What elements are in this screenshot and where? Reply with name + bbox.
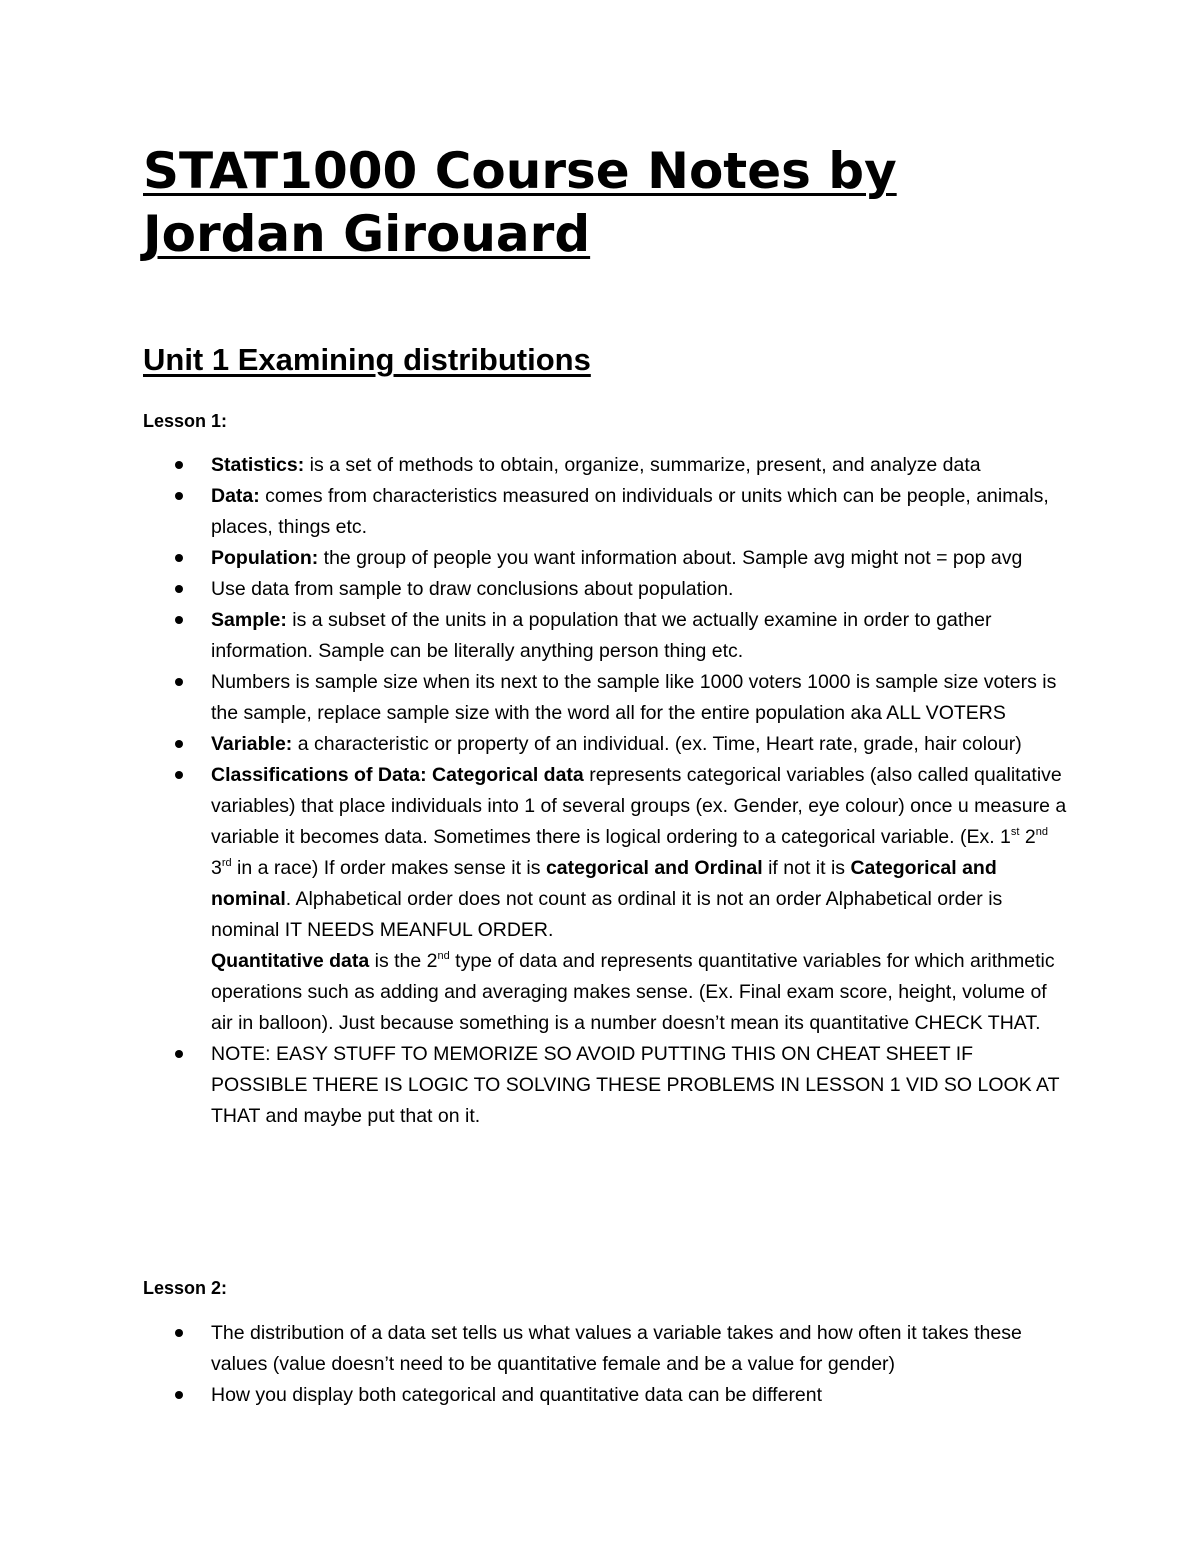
- item-text: 2: [1019, 826, 1036, 848]
- list-item: [211, 574, 1071, 605]
- document-title: STAT1000 Course Notes by Jordan Girouard: [143, 142, 897, 263]
- item-text: in a race) If order makes sense it is: [231, 857, 546, 879]
- item-text: a characteristic or property of an individual. (ex. Time, Heart rate, grade, hair colour): [292, 733, 1022, 755]
- ordinal-suffix: st: [1010, 826, 1020, 838]
- item-text: comes from characteristics measured on individuals or units which can be people, animals, places, things etc.: [211, 485, 1049, 538]
- list-item: [211, 481, 1071, 543]
- list-item: [211, 729, 1071, 760]
- item-text: is the 2: [369, 950, 438, 972]
- item-text: type of data and represents quantitative variables for which arithmetic operations such as adding and averaging makes sense. (Ex. Final exam score, height, volume of air in balloon). Just because something is a number doesn’t mean its quantitative CHECK THAT.: [211, 950, 1055, 1034]
- list-item: [211, 667, 1071, 729]
- term-label: Categorical and nominal: [211, 857, 997, 910]
- lesson-2-heading: Lesson 2:: [143, 1278, 228, 1298]
- item-text: . Alphabetical order does not count as ordinal it is not an order Alphabetical order is nominal IT NEEDS MEANFUL ORDER.: [211, 888, 1003, 941]
- term-label: Sample:: [211, 609, 287, 631]
- item-text: if not it is: [762, 857, 851, 879]
- bullet-icon: [175, 616, 183, 624]
- bullet-icon: [175, 492, 183, 500]
- bullet-icon: [175, 1050, 183, 1058]
- bullet-icon: [175, 771, 183, 779]
- term-label: categorical and Ordinal: [545, 857, 763, 879]
- bullet-icon: [175, 1391, 183, 1399]
- term-label: Classifications of Data: Categorical data: [211, 764, 584, 786]
- term-label: Quantitative data: [211, 950, 370, 972]
- term-label: Population:: [211, 547, 319, 569]
- ordinal-suffix: rd: [221, 857, 232, 869]
- item-text: NOTE: EASY STUFF TO MEMORIZE SO AVOID PUTTING THIS ON CHEAT SHEET IF POSSIBLE THERE IS LOGIC TO SOLVING THESE PROBLEMS IN LESSON 1 VID SO LOOK AT THAT and maybe put that on it.: [211, 1043, 1060, 1127]
- ordinal-suffix: nd: [1035, 826, 1048, 838]
- item-text: Numbers is sample size when its next to the sample like 1000 voters 1000 is sample size voters is the sample, replace sample size with the word all for the entire population aka ALL VOTERS: [211, 671, 1057, 724]
- list-item: [211, 543, 1071, 574]
- unit-heading: Unit 1 Examining distributions: [143, 342, 591, 377]
- list-item: [211, 1318, 1071, 1380]
- item-text: is a subset of the units in a population that we actually examine in order to gather information. Sample can be literally anything person thing etc.: [211, 609, 992, 662]
- bullet-icon: [175, 678, 183, 686]
- term-label: Data:: [211, 485, 260, 507]
- lesson-2-list: [211, 1318, 1071, 1411]
- item-text: How you display both categorical and quantitative data can be different: [211, 1384, 823, 1406]
- item-text: represents categorical variables (also called qualitative variables) that place individuals into 1 of several groups (ex. Gender, eye colour) once u measure a variable it becomes data. Sometimes there is logical ordering to a categorical variable. (Ex. 1: [211, 764, 1067, 848]
- term-label: Statistics:: [211, 454, 305, 476]
- list-item-classifications: [211, 760, 1071, 1039]
- bullet-icon: [175, 554, 183, 562]
- list-item: [211, 1380, 1071, 1411]
- list-item: [211, 1039, 1071, 1132]
- bullet-icon: [175, 585, 183, 593]
- item-text: Use data from sample to draw conclusions about population.: [211, 578, 734, 600]
- lesson-1-list: [211, 450, 1071, 1132]
- ordinal-suffix: nd: [437, 950, 450, 962]
- bullet-icon: [175, 1329, 183, 1337]
- item-text: is a set of methods to obtain, organize, summarize, present, and analyze data: [304, 454, 981, 476]
- list-item: [211, 605, 1071, 667]
- list-item: [211, 450, 1071, 481]
- term-label: Variable:: [211, 733, 293, 755]
- item-text: the group of people you want information about. Sample avg might not = pop avg: [318, 547, 1023, 569]
- bullet-icon: [175, 740, 183, 748]
- lesson-1-heading: Lesson 1:: [143, 411, 228, 431]
- item-text: 3: [211, 857, 222, 879]
- item-text: The distribution of a data set tells us what values a variable takes and how often it takes these values (value doesn’t need to be quantitative female and be a value for gender): [211, 1322, 1022, 1375]
- bullet-icon: [175, 461, 183, 469]
